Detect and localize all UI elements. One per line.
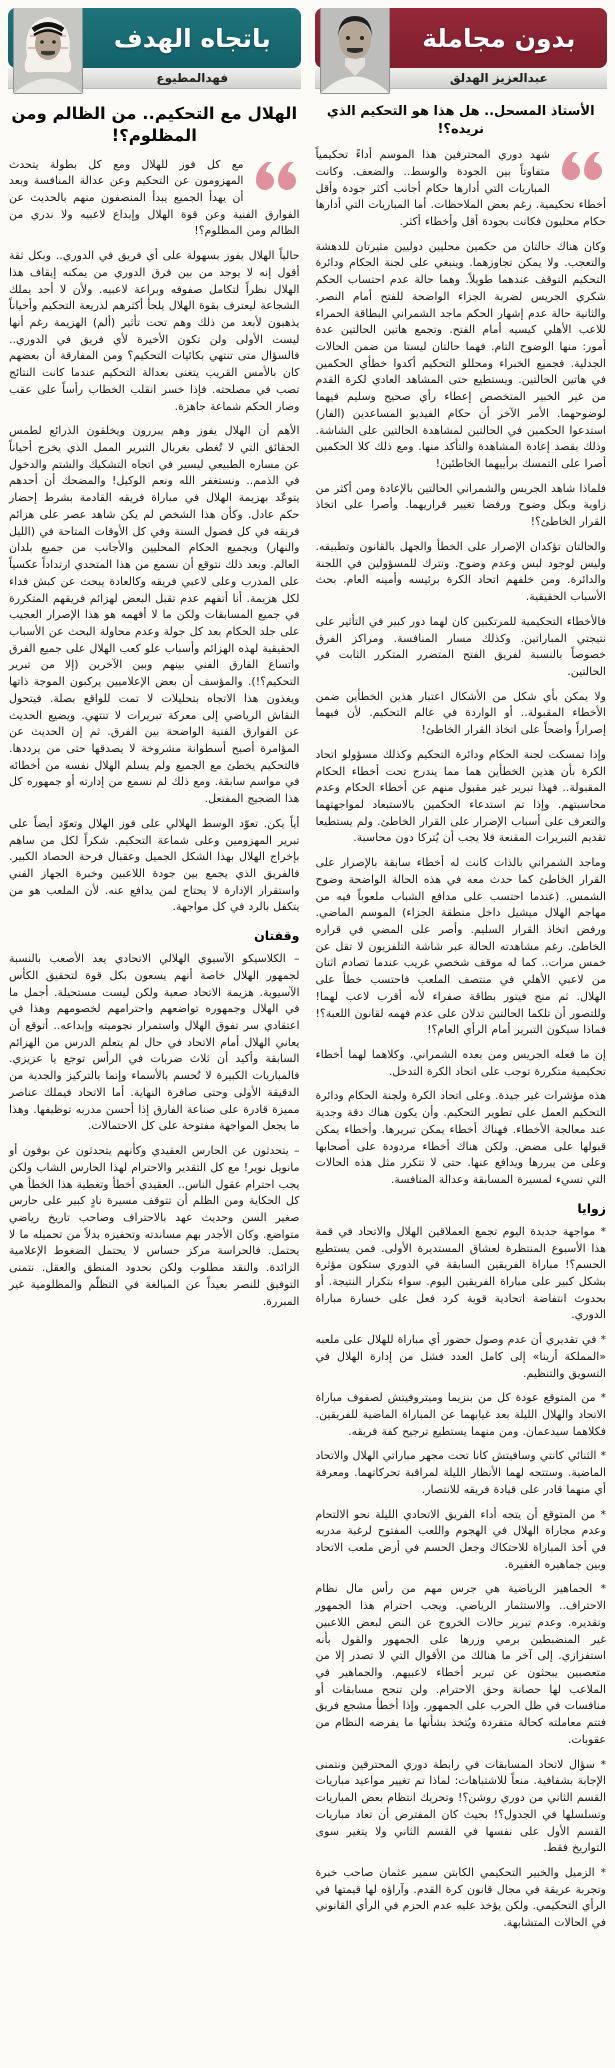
- opinion-columns: [8, 8, 607, 2056]
- paragraph: الأهم أن الهلال يفوز وهم يبررون ويخلقون الذرائع لطمس الحقائق التي لا تُغطى بغربال التبرير الممل الذي يخرج أحياناً عن مساره الطبيعي ليسير في اتجاه التشكيك والشتم والدخول في الذمم.. ونستغفر الله ونعم الوكيل! والمضحك أن أحدهم يتوعّد بهزيمة الهلال في مباراة فريقه القادمة بشرط إحضار حكم عادل. وكأن هذا الشخص لم يكن شاهد عصر على هزائم فريقه في كل فصول السنة وفي كل الأوقات المتاحة في (الليل والنهار) وبجميع الحكام المحليين والأجانب من جميع بلدان العالم. وبعد ذلك نتوقع أن نسمع من هذا المتحدي ارتداداً عكسياً على المدرب وعلى لاعبي فريقه وكالعادة يبحث عن كبش فداء لكل هزيمة. أنا أتفهم عدم تقبل البعض لهزائم فريقهم المتكررة في جميع المسابقات ولكن ما لا أفهمه هو هذا الإصرار العجيب على جلد الحكام بعد كل جولة وعدم محاولة البحث عن الأسباب الحقيقية لهذه الهزائم وأسباب علو كعب الهلال على جميع الفرق واتساع الفارق الفني بينهم وبين الآخرين (إلا من تبرير التحكيم؟!). والمؤسف أن بعض الإعلاميين يركبون الموجة ذاتها ويغذون هذا الاتجاه بتحليلات لا تمت للواقع بصلة. فيتحول النقاش الرياضي إلى معركة تبريرات لا تنتهي. ويضيع الحديث عن الفوارق الفنية الواضحة بين الفرق. ثم إن الحديث عن المؤامرة أصبح أسطوانة مشروخة لا يصدقها حتى من يرددها. فالتحكيم يخطئ مع الجميع ولم يسلم الهلال نفسه من أخطائه في مواسم سابقة. ومع ذلك لم نسمع من إدارته أو جمهوره كل هذا الضجيج المفتعل.: [9, 424, 300, 806]
- right-article-title: الأستاذ المسحل.. هل هذا هو التحكيم الذي نريده؟!: [326, 104, 595, 137]
- paragraph: ولا يمكن بأي شكل من الأشكال اعتبار هذين الخطأين ضمن الأخطاء المقبولة.. أو الواردة في عالم التحكيم. لأن فيهما إصراراً واضحاً على اتخاذ القرار الخاطئ!: [315, 689, 606, 737]
- right-column-logo: بدون مجاملة: [422, 23, 576, 53]
- quote-icon: [254, 160, 300, 198]
- right-article-body: [315, 144, 608, 2056]
- right-section-heading: زوايا: [577, 1200, 606, 1216]
- left-column-article: [8, 8, 301, 2056]
- list-item: * من المتوقع عودة كل من بنزيما وميتروفيتش لصفوف مباراة الاتحاد والهلال الليلة بعد غيابهما عن المباراة الماضية للفريقين. فكلاهما سيدعمان. ومن منهما يستطيع ترجيح كفة فريقه.: [315, 1391, 606, 1438]
- paragraph: والحالتان تؤكدان الإصرار على الخطأ والجهل بالقانون وتطبيقه. وليس لوجود لبس وعدم وضوح. ونترك للمسؤولين في اللجنة والدائرة. ومن خلفهم اتحاد الكرة برئيسه وأمينه العام. بحث الأسباب الحقيقية.: [315, 539, 606, 604]
- left-author-photo: [13, 8, 83, 94]
- paragraph: هذه مؤشرات غير جيدة. وعلى اتحاد الكرة ولجنة الحكام ودائرة التحكيم العمل على تطوير التحكيم. وأن يكون هناك دقة وجدية عند معالجة الأخطاء. فهناك أخطاء يمكن تبريرها. وأخطاء يمكن قبولها على مضض. ولكن هناك أخطاء مردودة على أصحابها وعلى من يبررها ويدافع عنها. حتى لا تتكرر مثل هذه الحالات التي تسيء لمسيرة المسابقة وعدالة المنافسة.: [315, 1089, 606, 1187]
- right-masthead: [315, 8, 608, 89]
- right-paragraphs: [316, 147, 607, 1189]
- list-item: * الثنائي كانتي وسافيتش كانا تحت مجهر مباراتي الهلال والاتحاد الماضية. وستتجه لهما الأنظار الليلة لمراقبة تحركاتهما. ومعرفة أي منهما قادر على قيادة فريقه للانتصار.: [315, 1449, 606, 1496]
- list-item: – الكلاسيكو الآسيوي الهلالي الاتحادي يعد الأصعب بالنسبة لجمهور الهلال خاصة أنهم يسعون بكل قوة لتحقيق الكأس الآسيوية. هزيمة الاتحاد صعبة ولكن ليست مستحيلة. أجمل ما في الهلال وجمهوره تواضعهم واحترامهم لخصومهم وهذا في اعتقادي سر تفوق الهلال واستمرار نجوميته وإبداعه.. أتوقع أن يعاني الهلال أمام الاتحاد في حال لم يتعلم الدرس من الهزائم السابقة وأكيد أن ثلاث ضربات في الرأس توجع يا عزيزي. فالمباريات الكبيرة لا تُحسم بالأسماء وإنما بالتركيز والجدية من الدقيقة الأولى وحتى صافرة النهاية. أما الاتحاد فيملك عناصر مميزة قادرة على صناعة الفارق إذا أحسن مدربه توظيفها. وهذا ما يجعل المواجهة مفتوحة على كل الاحتمالات.: [9, 952, 300, 1133]
- paragraph: وماجد الشمراني بالذات كانت له أخطاء سابقة بالإصرار على القرار الخاطئ كما حدث معه في هذه الحالة الواضحة وضوح الشمس. (عندما احتسب على مدافع الشباب ملعوباً فيه من مهاجم الهلال ميشيل داخل منطقة الجزاء) الموسم الماضي. ورفض اتخاذ القرار السليم. وأصر على المضي في قراره الخاطئ. رغم مشاهدته الحالة عبر شاشة التلفزيون لا تقل عن خمس مرات.. كما له موقف شخصي غريب عندما تصادم اثنان من لاعبي الأهلي في منتصف الملعب فاحتسب خطأ على الهلال. ثم منح فيتور بطاقة صفراء لأنه أقرب لاعب لهما! وللتصور أن تلكما الحالتين تدلان على عدم فهمه لقانون اللعبة؟! فماذا سيكون التبرير أمام الرأي العام؟!: [315, 856, 606, 1037]
- author-portrait-icon: [14, 8, 82, 93]
- list-item: * سؤال لاتحاد المسابقات في رابطة دوري المحترفين ونتمنى الإجابة بشفافية. منعاً للاشتباهات: لماذا تم تغيير مواعيد مباريات القسم الثاني من دوري روشن؟! وتحريك انتظام بعض المباريات وتسلسلها في الجدول؟! بحيث كان المفترض أن تعاد مباريات القسم الأول على نفسها في القسم الثاني ولا يتغير سوى التواريخ فقط.: [315, 1757, 606, 1855]
- left-article-body: [8, 154, 301, 2056]
- left-section-items: [9, 951, 300, 1310]
- paragraph: أياً يكن. تعوّد الوسط الهلالي على فوز الهلال وتعوّد أيضاً على تبرير المهزومين وعلى شماعة التحكيم. شكراً لكل من ساهم بإخراج الهلال بهذا الشكل الجميل وعقبال فرحة الحصاد الكبير. فالفريق الذي يجمع بين جودة اللاعبين وخبرة الجهاز الفني واستقرار الإدارة لا يحتاج لمن يدافع عنه. لأن الملعب هو من يتكفل بالرد في كل مواجهة.: [9, 816, 300, 914]
- paragraph: وكان هناك حالتان من حكمين محليين دوليين مثيرتان للدهشة والتعجب. ولا يمكن تجاوزهما. وينبغي على لجنة الحكام ودائرة التحكيم التوقف عندهما طويلاً. وهما حالة عدم احتساب الحكم شكري الجريس لضربة الجزاء الواضحة للفتح أمام النصر. والثانية حالة عدم إشهار الحكم ماجد الشمراني البطاقة الحمراء للاعب الأهلي كيسيه أمام الفتح. وتجمع هاتين الحالتين عدة أمور: منها الوضوح التام. فهما حالتان ليستا من ضمن الحالات الجدلية. فجميع الخبراء ومحللو التحكيم أكدوا خطأي الحكمين في هاتين الحالتين. ويستطيع حتى المشاهد العادي لكرة القدم من غير الخبير المتخصص إعطاء رأي صحيح وسليم فيهما لوضوحهما. الأمر الآخر أن حكام الفيديو المساعدين (الفار) استدعوا الحكمين في الحالتين لمشاهدة الحالتين على الشاشة. وذلك بقصد إعادة المشاهدة والتأكد منها. ومع ذلك كلا الحكمين أصرا على التمسك برأييهما الخاطئين!: [315, 239, 606, 471]
- quote-icon: [560, 150, 606, 188]
- paragraph: حالياً الهلال يفوز بسهولة على أي فريق في الدوري.. وبكل ثقة أقول إنه لا يوجد من بين فرق الدوري من يمكنه إيقاف هذا الهلال نظراً لتكامل صفوفه وبراعة لاعبيه. ولأن لا أحد يملك الشجاعة ليعترف بقوة الهلال يلجأ أكثرهم لذريعة التحكيم وأحياناً يذهبون لأبعد من ذلك وهم تحت تأثير (ألم) الهزيمة رغم أنها ليست الأولى ولن تكون الأخيرة لأي فريق في الدوري.. فالسؤال متى تنتهي بكائيات التحكيم؟ ومن المفارقة أن بعضهم كان بالأمس القريب يتغنى بعدالة التحكيم عندما كانت النتائج تصب في مصلحته. فإذا خسر انقلب الخطاب رأساً على عقب وصار الحكم شماعة جاهزة.: [9, 249, 300, 413]
- paragraph: مع كل فوز للهلال ومع كل بطولة يتحدث المهزومون عن التحكيم وعن عدالة المنافسة وبعد أن يهدأ الجميع يبدأ المنصفون منهم بالحديث عن الفوارق الفنية وعن قوة الهلال وإبداع لاعبيه ولا ندري من الظالم ومن المظلوم؟!: [9, 157, 300, 238]
- list-item: * في تقديري أن عدم وصول حضور أي مباراة للهلال على ملعبه «المملكة أرينا» إلى كامل العدد فشل من إدارة الهلال في التسويق والتنظيم.: [315, 1333, 606, 1380]
- list-item: – يتحدثون عن الحارس العقيدي وكأنهم يتحدثون عن بوفون أو مانويل نوير! مع كل التقدير والاحترام لهذا الحارس الشاب ولكن يجب احترام عقول الناس.. العقيدي أخطأ وتغطية هذا الخطأ هي كل الحكاية ومن الظلم أن تتوقف مسيرة نادٍ كبير على حارس صغير السن وحديث عهد بالاحتراف وصاحب تاريخ رياضي متواضع. وكان الأجدر بهم مساندته وتحفيزه بدلاً من تحميله ما لا يحتمل. فالحراسة مركز حساس لا يحتمل الضغوط الإعلامية الزائدة. والنقد مطلوب ولكن بحدود المنطق والعقل. نتمنى التوفيق للنصر بعيداً عن المبالغة في التظلّم والمظلومية غير المبررة.: [9, 1144, 300, 1308]
- left-author-name: فهدالمطيوع: [156, 71, 229, 85]
- list-item: * الجماهير الرياضية هي جرس مهم من رأس مال نظام الاحتراف.. والاستثمار الرياضي. ويجب احترام هذا الجمهور وتقديره. وعدم تبرير حالات الخروج عن النص لبعض اللاعبين غير المنضبطين برمي وزرها على الجمهور والقول بأنه استفزازي. إلى آخر ما هنالك من الأقوال التي لا تصدر إلا من متعصبين يبحثون عن تبرير أخطاء لاعبيهم. والجماهير في الملاعب لها حصانة وحق الاحترام. ولن تنجح مسابقات أو منافسات في ظل الحرب على الجمهور. وإذا أخطأ مشجع فريق فتتم معاملته كحالة متفردة ويُتخذ بشأنها ما يفرضه النظام من عقوبات.: [315, 1582, 606, 1746]
- paragraph: إن ما فعله الجريس ومن بعده الشمراني. وكلاهما لهما أخطاء تحكيمية متكررة توجب على اتحاد الكرة التدخل.: [315, 1048, 606, 1078]
- list-item: * الزميل والخبير التحكيمي الكابتن سمير عثمان صاحب خبرة وتجربة عريقة في مجال قانون كرة القدم. وآراؤه لها قيمتها في الرأي التحكيمي. ولكن يؤخذ عليه عدم الحزم في الرأي القانوني في الحالات المتشابهة.: [315, 1865, 606, 1930]
- list-item: * مواجهة جديدة اليوم تجمع العملاقين الهلال والاتحاد في قمة هذا الأسبوع المنتظرة لعشاق المستديرة الأولى. فمن يستطيع الحسم؟! مباراة الفريقين السابقة في الدوري ستكون مؤثرة بشكل كبير على مباراة الفريقين اليوم. سواء بتكرار النتيجة. أو بحدوث انتفاضة اتحادية قوية كرد فعل على خسارة مباراة الدوري.: [315, 1224, 606, 1322]
- right-section-items: [316, 1224, 607, 1932]
- right-column-article: [315, 8, 608, 2056]
- left-article-title: الهلال مع التحكيم.. من الظالم ومن المظلوم؟!: [11, 104, 298, 146]
- left-masthead: [8, 8, 301, 89]
- left-column-logo: باتجاه الهدف: [113, 23, 271, 53]
- paragraph: فالأخطاء التحكيمية للمرتكبين كان لهما دور كبير في التأثير على نتيجتي المباراتين. وكذلك مسار المنافسة. ومراكز الفرق خصوصاً بالنسبة لفريق الفتح المتضرر المتكرر الثابت في الحالتين.: [315, 614, 606, 678]
- paragraph: شهد دوري المحترفين هذا الموسم أداءً تحكيمياً متفاوتاً بين الجودة والوسط.. والضعف. وكانت المباريات التي أدارها حكام أجانب أكثر جودة وأقل أخطاء تحكيمية. رغم بعض الملاحظات. أما المباريات التي أدارها حكام محليون فكانت بجودة أقل وأخطاء أكثر.: [315, 148, 606, 228]
- right-author-photo: [320, 8, 390, 94]
- paragraph: وإذا تمسكت لجنة الحكام ودائرة التحكيم وكذلك مسؤولو اتحاد الكرة بأن هذين الخطأين هما مما يندرج تحت أخطاء الحكام المقبولة.. فهذا تبرير غير مقبول منهم عن أخطاء الحكام وعدم محاسبتهم. وإذا تم استدعاء الحكمين بالاستبعاد لمواجهتهما والتعرف على أسباب الإصرار على القرار الخاطئ. ولم يستطيعا تقديم التبريرات المقنعة فلا يجب أن يُتركا دون محاسبة.: [315, 747, 606, 845]
- left-section-heading: وقفتان: [254, 928, 300, 944]
- right-author-name: عبدالعزيز الهدلق: [449, 71, 548, 85]
- author-portrait-icon: [321, 8, 389, 93]
- list-item: * من المتوقع أن يتجه أداء الفريق الاتحادي الليلة نحو الالتحام وعدم مجاراة الهلال في الهجوم واللعب المفتوح لرغبة مدربه في أخذ المباراة للاحتكاك وجعل الحسم في أرض ملعب الاتحاد وبين جماهيره الغفيرة.: [315, 1507, 606, 1571]
- left-paragraphs: [9, 157, 300, 917]
- paragraph: فلماذا شاهد الجريس والشمراني الحالتين بالإعادة ومن أكثر من زاوية وبكل وضوح ورفضا تغيير قراريهما. وأصرا على اتخاذ القرار الخاطئ؟!: [315, 481, 606, 529]
